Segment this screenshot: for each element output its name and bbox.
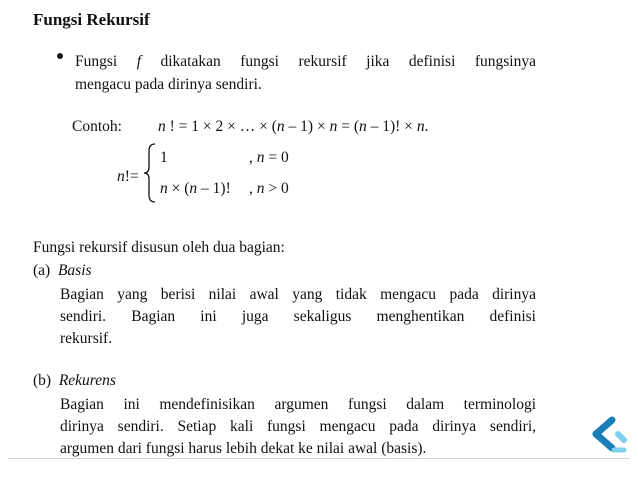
slide-logo-icon xyxy=(592,414,628,454)
case1-value: 1 xyxy=(160,149,168,166)
part-a-name: Basis xyxy=(57,262,92,279)
part-a-heading xyxy=(33,262,92,280)
part-b-line2: dirinya sendiri. Setiap kali fungsi mengacu pada dirinya sendiri, xyxy=(60,418,536,435)
case2-value: n × (n – 1)! xyxy=(160,180,231,197)
example-label: Contoh: xyxy=(72,118,122,135)
case1-condition: , n = 0 xyxy=(249,149,289,166)
brace xyxy=(143,143,157,203)
case2-condition: , n > 0 xyxy=(249,180,289,197)
part-a-marker: (a) xyxy=(33,262,51,279)
part-a-paragraph xyxy=(60,284,536,350)
piecewise-lhs: n!= xyxy=(117,168,139,185)
part-a-line2: sendiri. Bagian ini juga sekaligus menghentikan definisi xyxy=(60,308,536,325)
slide-title: Fungsi Rekursif xyxy=(33,10,150,29)
part-b-name: Rekurens xyxy=(58,372,116,389)
part-b-marker: (b) xyxy=(33,372,52,389)
bullet-line1-pre: Fungsi xyxy=(75,53,137,70)
bullet-var: f xyxy=(136,53,142,70)
bullet-line2: mengacu pada dirinya sendiri. xyxy=(75,76,262,93)
part-a-line3: rekursif. xyxy=(60,330,113,347)
part-b-paragraph xyxy=(60,394,536,460)
bullet-text xyxy=(75,50,536,96)
part-b-line1: Bagian ini mendefinisikan argumen fungsi dalam terminologi xyxy=(60,396,536,413)
part-b-heading xyxy=(33,372,116,390)
part-b-line3: argumen dari fungsi harus lebih dekat ke nilai awal (basis). xyxy=(60,440,427,457)
part-a-line1: Bagian yang berisi nilai awal yang tidak mengacu pada dirinya xyxy=(60,286,536,303)
intro-text: Fungsi rekursif disusun oleh dua bagian: xyxy=(33,239,285,256)
bullet-line1-post: dikatakan fungsi rekursif jika definisi fungsinya xyxy=(141,53,536,70)
footer-divider xyxy=(8,458,630,459)
example-formula: n ! = 1 × 2 × … × (n – 1) × n = (n – 1)! × n. xyxy=(158,118,429,135)
bullet-dot xyxy=(57,53,63,59)
